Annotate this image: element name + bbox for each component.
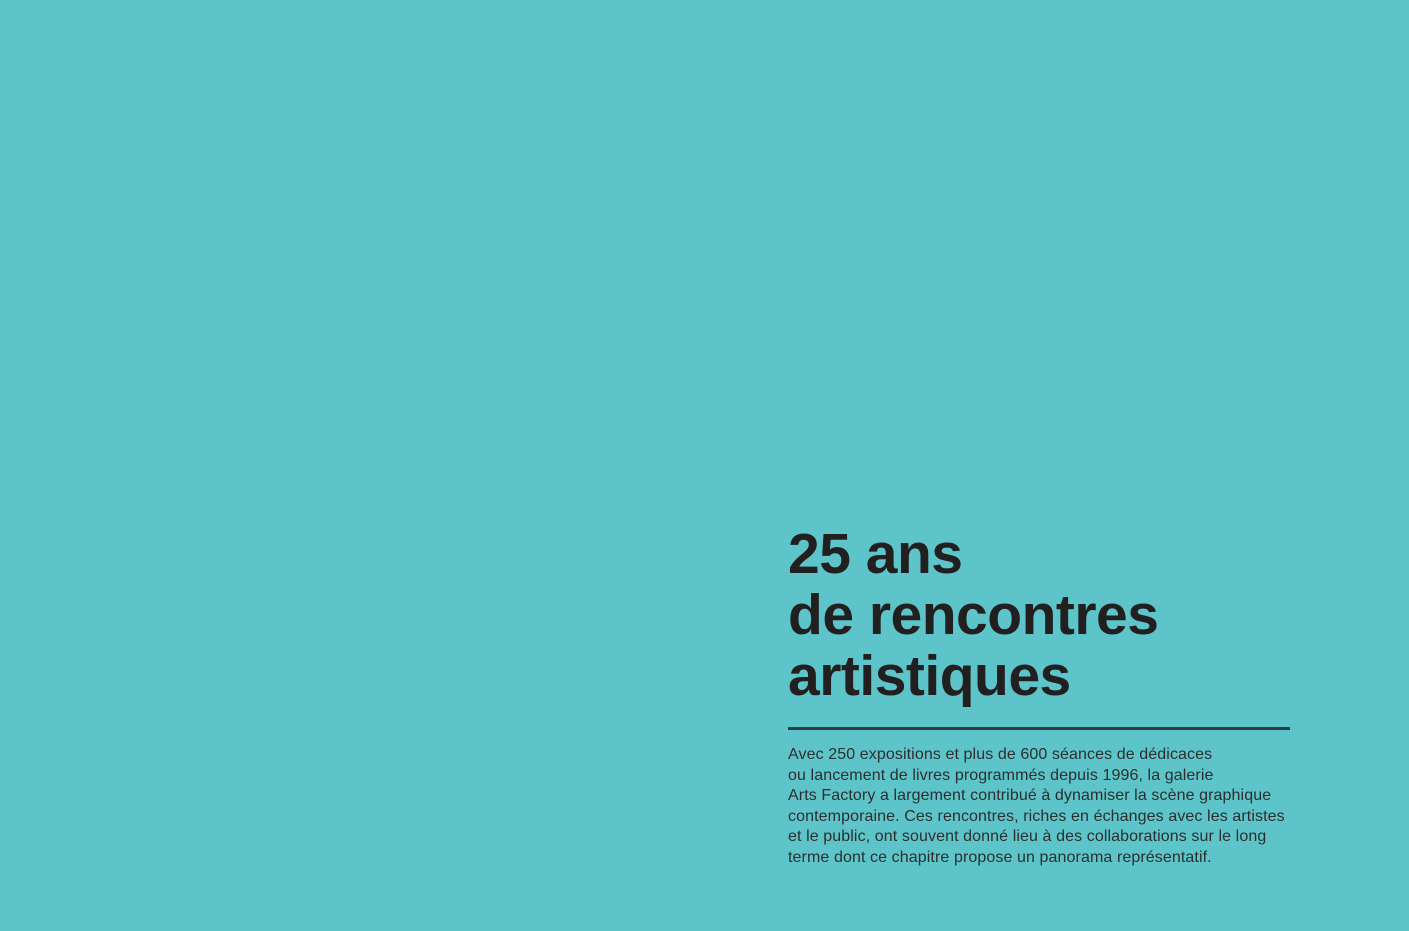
divider-rule [788, 727, 1290, 730]
intro-line: Arts Factory a largement contribué à dynamiser la scène graphique [788, 787, 1272, 804]
intro-line: Avec 250 expositions et plus de 600 séances de dédicaces [788, 746, 1213, 763]
intro-line: et le public, ont souvent donné lieu à des collaborations sur le long [788, 828, 1267, 845]
chapter-title-line-3: artistiques [788, 644, 1071, 708]
intro-paragraph [788, 745, 1291, 868]
chapter-opener-block [788, 524, 1291, 868]
intro-line: terme dont ce chapitre propose un panorama représentatif. [788, 848, 1212, 866]
chapter-title-line-1: 25 ans [788, 522, 963, 586]
intro-line: contemporaine. Ces rencontres, riches en échanges avec les artistes [788, 807, 1285, 825]
intro-line: ou lancement de livres programmés depuis 1996, la galerie [788, 766, 1214, 784]
chapter-title [788, 524, 1291, 707]
chapter-title-line-2: de rencontres [788, 583, 1159, 647]
